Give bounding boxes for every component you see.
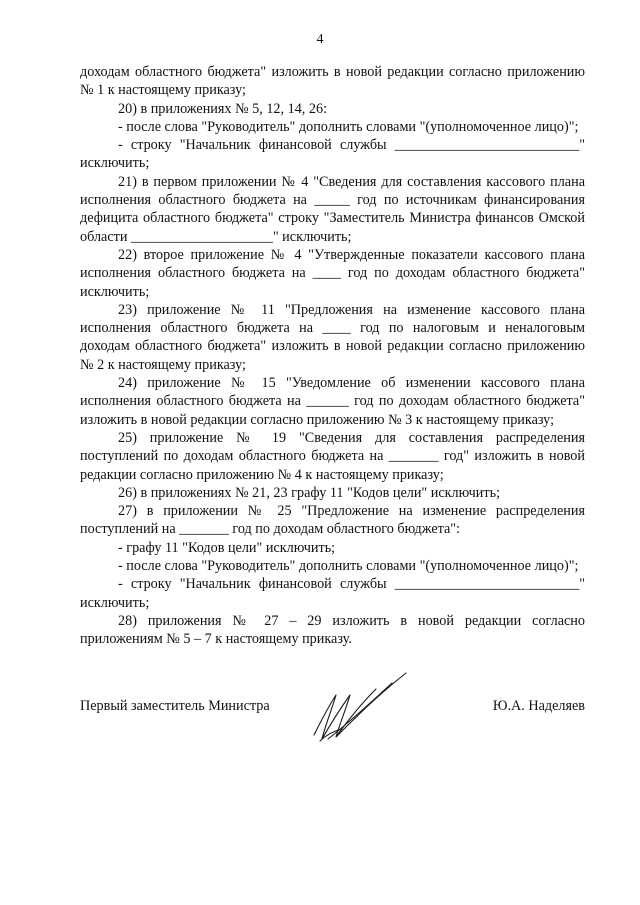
page-number: 4 [316, 32, 324, 47]
signatory-name: Ю.А. Наделяев [492, 698, 585, 714]
paragraph-item-22: 22) второе приложение № 4 "Утвержденные показатели кассового плана исполнения областного бюджета на ____ год по доходам областного бюджета" исключить; [80, 246, 585, 300]
signature-block [80, 698, 585, 722]
paragraph-item-21: 21) в первом приложении № 4 "Сведения для составления кассового плана исполнения областного бюджета на _____ год по источникам финансирования дефицита областного бюджета" строку "Заместитель Министра финансов Омской области ____________________" исключить; [80, 173, 585, 245]
paragraph-item-25: 25) приложение № 19 "Сведения для составления распределения поступлений по доходам областного бюджета на _______ год" изложить в новой редакции согласно приложению № 4 к настоящему приказу; [80, 429, 585, 483]
paragraph-item-27-a: - графу 11 "Кодов цели" исключить; [118, 539, 336, 556]
paragraph-item-24: 24) приложение № 15 "Уведомление об изменении кассового плана исполнения областного бюджета на ______ год по доходам областного бюджета" изложить в новой редакции согласно приложению № 3 к настоящему приказу; [80, 375, 585, 428]
paragraph-item-23: 23) приложение № 11 "Предложения на изменение кассового плана исполнения областного бюджета на ____ год по налоговым и неналоговым доходам областного бюджета" изложить в новой редакции согласно приложению № 2 к настоящему приказу; [80, 301, 585, 373]
paragraph-item-28: 28) приложения № 27 – 29 изложить в новой редакции согласно приложениям № 5 – 7 к настоящему приказу. [80, 612, 585, 648]
paragraph-item-27-b: - после слова "Руководитель" дополнить словами "(уполномоченное лицо)"; [118, 558, 579, 575]
paragraph-item-26: 26) в приложениях № 21, 23 графу 11 "Кодов цели" исключить; [118, 484, 501, 501]
paragraph-continuation: доходам областного бюджета" изложить в новой редакции согласно приложению № 1 к настоящему приказу; [80, 64, 585, 99]
paragraph-item-20: 20) в приложениях № 5, 12, 14, 26: [118, 100, 328, 117]
paragraph-item-27-c: - строку "Начальник финансовой службы __________________________" исключить; [80, 576, 585, 611]
paragraph-item-20-a: - после слова "Руководитель" дополнить словами "(уполномоченное лицо)"; [118, 118, 579, 135]
document-body [80, 63, 585, 649]
signatory-position: Первый заместитель Министра [80, 698, 270, 714]
paragraph-item-20-b: - строку "Начальник финансовой службы __________________________" исключить; [80, 137, 585, 172]
paragraph-item-27: 27) в приложении № 25 "Предложение на изменение распределения поступлений на _______ год по доходам областного бюджета": [80, 503, 585, 538]
